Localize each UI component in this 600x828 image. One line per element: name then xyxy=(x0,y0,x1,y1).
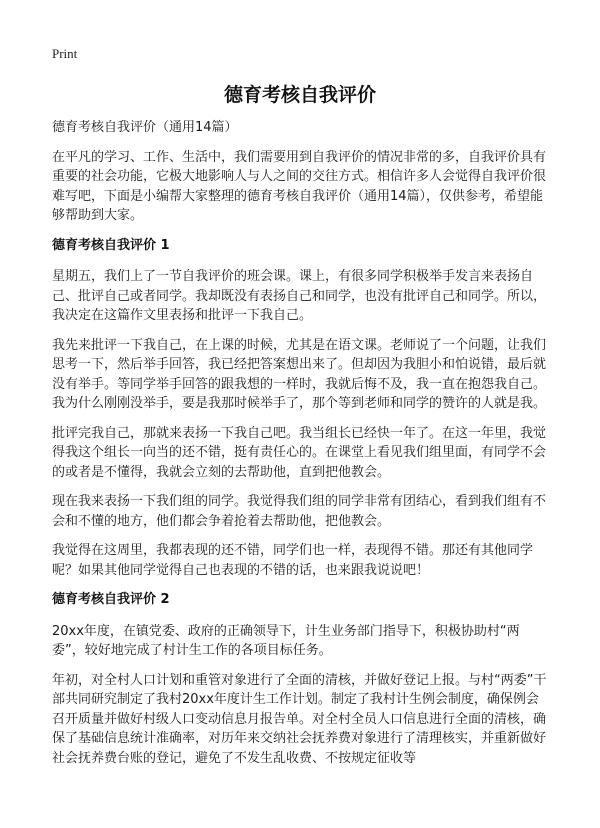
page-title: 德育考核自我评价 xyxy=(223,84,376,106)
paragraph: 我先来批评一下我自己，在上课的时候，尤其是在语文课。老师说了一个问题，让我们思考一下，然后举手回答，我已经把答案想出来了。但却因为我胆小和怕说错，最后就没有举手。等同学举手回答的跟我想的一样时，我就后悔不及，我一直在抱怨我自己。我为什么刚刚没举手，要是我那时候举手了，那个等到老师和同学的赞许的人就是我。 xyxy=(52,337,547,411)
article-subtitle: 德育考核自我评价（通用14篇） xyxy=(52,120,238,135)
section-heading: 德育考核自我评价 1 xyxy=(52,237,170,253)
intro-paragraph: 在平凡的学习、工作、生活中，我们需要用到自我评价的情况非常的多，自我评价具有重要的社会功能，它极大地影响人与人之间的交往方式。相信许多人会觉得自我评价很难写吧，下面是小编帮大家整理的德育考核自我评价（通用14篇），仅供参考，希望能够帮助到大家。 xyxy=(52,149,547,223)
paragraph: 年初，对全村人口计划和重管对象进行了全面的清核，并做好登记上报。与村“两委”干部共同研究制定了我村20xx年度计生工作计划。制定了我村计生例会制度，确保例会召开质量并做好村级人口变动信息月报告单。对全村全员人口信息进行全面的清核，确保了基础信息统计准确率，对历年来交纳社会抚养费对象进行了清理核实，并重新做好社会抚养费台账的登记，避免了不发生乱收费、不按规定征收等 xyxy=(52,672,547,766)
paragraph: 批评完我自己，那就来表扬一下我自己吧。我当组长已经快一年了。在这一年里，我觉得我这个组长一向当的还不错，挺有责任心的。在课堂上看见我们组里面，有同学不会的或者是不懂得，我就会立刻的去帮助他，直到把他教会。 xyxy=(52,425,547,480)
paragraph: 20xx年度，在镇党委、政府的正确领导下，计生业务部门指导下，积极协助村“两委”，较好地完成了村计生工作的各项目标任务。 xyxy=(52,623,520,658)
paragraph: 我觉得在这周里，我都表现的还不错，同学们也一样，表现得不错。那还有其他同学呢？如果其他同学觉得自己也表现的不错的话，也来跟我说说吧！ xyxy=(52,543,534,578)
paragraph: 星期五，我们上了一节自我评价的班会课。课上，有很多同学积极举手发言来表扬自己、批评自己或者同学。我却既没有表扬自己和同学，也没有批评自己和同学。所以，我决定在这篇作文里表扬和批评一下我自己。 xyxy=(52,269,547,323)
article-body xyxy=(52,118,547,778)
print-link[interactable]: Print xyxy=(52,46,78,61)
paragraph: 现在我来表扬一下我们组的同学。我觉得我们组的同学非常有团结心，看到我们组有不会和不懂的地方，他们都会争着抢着去帮助他，把他教会。 xyxy=(52,494,547,529)
section-heading: 德育考核自我评价 2 xyxy=(52,592,170,607)
